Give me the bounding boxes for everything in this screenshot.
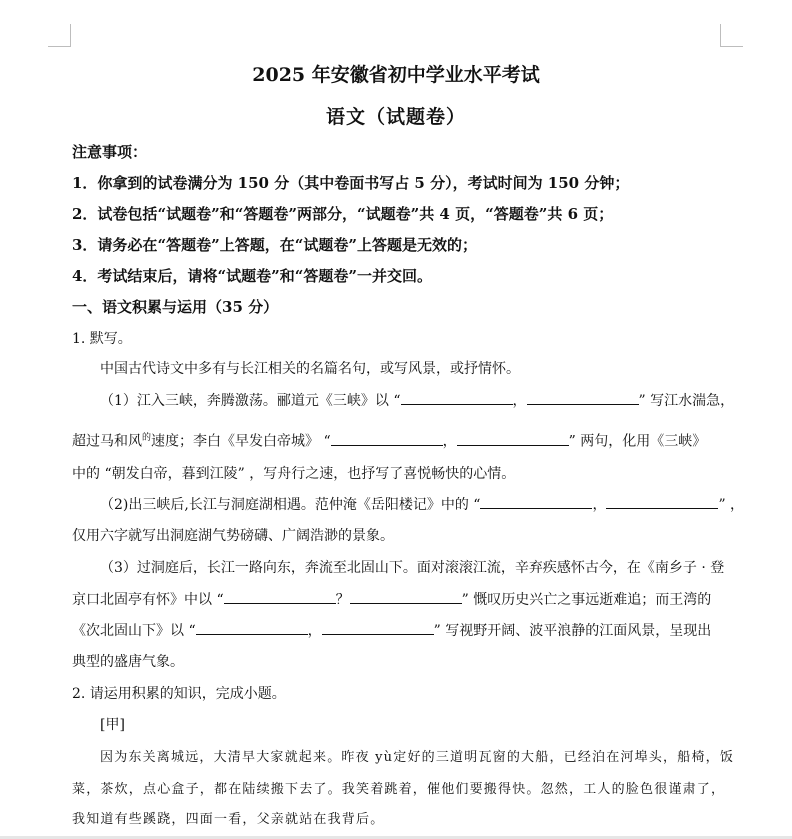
answer-blank[interactable] bbox=[401, 392, 513, 405]
page-subtitle: 语文（试题卷） bbox=[325, 106, 466, 128]
paragraph-line: （1）江入三峡，奔腾激荡。郦道元《三峡》以 “ ， ” 写江水湍急， bbox=[100, 393, 735, 409]
page-title: 2025 年安徽省初中学业水平考试 bbox=[252, 64, 540, 86]
notice-item: 2．试卷包括“试题卷”和“答题卷”两部分，“试题卷”共 4 页，“答题卷”共 6 页； bbox=[72, 205, 614, 223]
answer-blank[interactable] bbox=[224, 591, 336, 604]
paragraph-line: 典型的盛唐气象。 bbox=[72, 654, 184, 670]
answer-blank[interactable] bbox=[606, 496, 718, 509]
answer-blank[interactable] bbox=[480, 496, 592, 509]
answer-blank[interactable] bbox=[350, 591, 462, 604]
answer-blank[interactable] bbox=[457, 433, 569, 446]
passage-line: 因为东关离城远，大清早大家就起来。昨夜 yù定好的三道明瓦窗的大船，已经泊在河埠头，船椅，饭 bbox=[100, 750, 735, 765]
passage-line: 我知道有些蹊跷，四面一看，父亲就站在我背后。 bbox=[72, 812, 385, 827]
notice-item: 1．你拿到的试卷满分为 150 分（其中卷面书写占 5 分），考试时间为 150 分钟； bbox=[72, 174, 630, 192]
question-label: 1. 默写。 bbox=[72, 331, 132, 347]
passage-label: [甲] bbox=[100, 717, 125, 733]
answer-blank[interactable] bbox=[331, 433, 443, 446]
passage-line: 菜，茶炊，点心盒子，都在陆续搬下去了。我笑着跳着，催他们要搬得快。忽然，工人的脸色很谨肃了， bbox=[72, 782, 726, 797]
paragraph-line: 仅用六字就写出洞庭湖气势磅礴、广阔浩渺的景象。 bbox=[72, 528, 394, 544]
paragraph-line: 京口北固亭有怀》中以 “ ？ ” 慨叹历史兴亡之事远逝难追；而王湾的 bbox=[72, 592, 712, 608]
crop-mark-top-left bbox=[48, 24, 71, 47]
notice-item: 4．考试结束后，请将“试题卷”和“答题卷”一并交回。 bbox=[72, 267, 432, 285]
paragraph-line: 超过马和风$^的$速度；李白《早发白帝城》 “ ， ” 两句，化用《三峡》 bbox=[72, 433, 707, 450]
notice-heading: 注意事项： bbox=[72, 143, 148, 161]
answer-blank[interactable] bbox=[196, 622, 308, 635]
answer-blank[interactable] bbox=[527, 392, 639, 405]
section-heading: 一、语文积累与运用（35 分） bbox=[72, 298, 279, 316]
answer-blank[interactable] bbox=[322, 622, 434, 635]
paragraph-line: （3）过洞庭后，长江一路向东，奔流至北固山下。面对滚滚江流，辛弃疾感怀古今，在《南乡子 · 登 bbox=[100, 560, 725, 576]
crop-mark-top-right bbox=[720, 24, 743, 47]
paragraph-line: 中的 “朝发白帝，暮到江陵” ，写舟行之速，也抒写了喜悦畅快的心情。 bbox=[72, 466, 516, 482]
paragraph-line: （2)出三峡后,长江与洞庭湖相遇。范仲淹《岳阳楼记》中的 “ ， ” ， bbox=[100, 497, 745, 513]
paragraph-line: 《次北固山下》以 “ ， ” 写视野开阔、波平浪静的江面风景，呈现出 bbox=[72, 623, 712, 639]
question-intro: 中国古代诗文中多有与长江相关的名篇名句，或写风景，或抒情怀。 bbox=[100, 361, 520, 377]
question-label: 2. 请运用积累的知识，完成小题。 bbox=[72, 686, 286, 702]
notice-item: 3．请务必在“答题卷”上答题，在“试题卷”上答题是无效的； bbox=[72, 236, 477, 254]
